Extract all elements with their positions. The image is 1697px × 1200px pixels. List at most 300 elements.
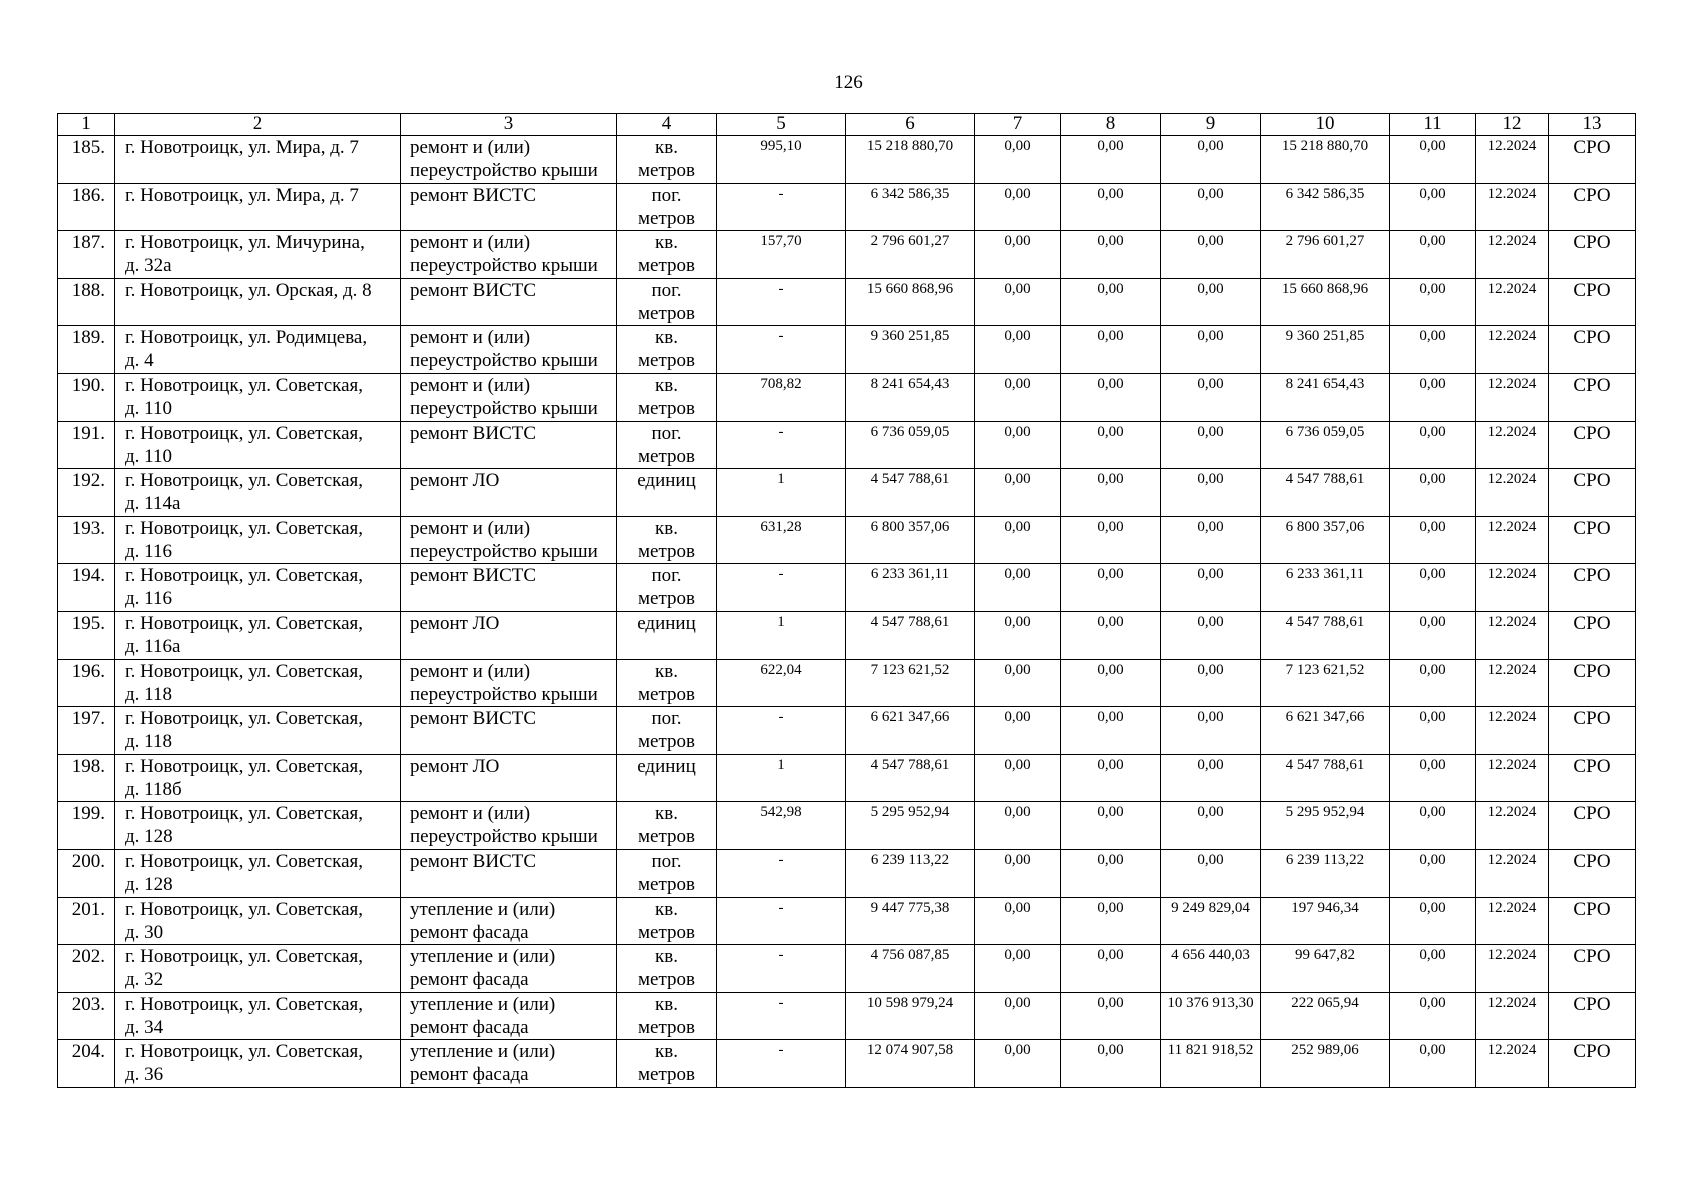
address-cell-line: д. 36 xyxy=(125,1064,164,1086)
total-cost-cell: 8 241 654,43 xyxy=(846,373,975,421)
deadline-cell: 12.2024 xyxy=(1476,373,1549,421)
col9-cell: 0,00 xyxy=(1161,659,1261,707)
total-cost-cell: 6 233 361,11 xyxy=(846,564,975,612)
work-type-cell-line: ремонт и (или) xyxy=(410,660,531,682)
address-cell-line: г. Новотроицк, ул. Советская, xyxy=(125,803,364,825)
col7-cell: 0,00 xyxy=(975,897,1061,945)
address-cell xyxy=(115,945,401,993)
unit-cell-line: метров xyxy=(638,255,695,277)
col9-cell: 0,00 xyxy=(1161,421,1261,469)
column-header-10: 10 xyxy=(1261,114,1390,136)
address-cell xyxy=(115,564,401,612)
work-type-cell-line: ремонт и (или) xyxy=(410,374,531,396)
col11-cell: 0,00 xyxy=(1390,1040,1476,1088)
col8-cell: 0,00 xyxy=(1061,469,1161,517)
table-row xyxy=(58,1040,1636,1088)
deadline-cell: 12.2024 xyxy=(1476,1040,1549,1088)
table-row xyxy=(58,754,1636,802)
volume-cell: - xyxy=(717,992,846,1040)
deadline-cell: 12.2024 xyxy=(1476,611,1549,659)
unit-cell-line: пог. xyxy=(651,279,682,301)
col7-cell: 0,00 xyxy=(975,945,1061,993)
volume-cell: 622,04 xyxy=(717,659,846,707)
unit-cell xyxy=(617,1040,717,1088)
row-number: 194. xyxy=(58,564,115,612)
volume-cell: - xyxy=(717,564,846,612)
col8-cell: 0,00 xyxy=(1061,897,1161,945)
col7-cell: 0,00 xyxy=(975,469,1061,517)
work-type-cell xyxy=(401,278,617,326)
address-cell-line: д. 118б xyxy=(125,778,182,800)
column-header-13: 13 xyxy=(1549,114,1636,136)
unit-cell xyxy=(617,564,717,612)
address-cell-line: г. Новотроицк, ул. Советская, xyxy=(125,612,364,634)
row-number: 189. xyxy=(58,326,115,374)
row-number: 200. xyxy=(58,849,115,897)
address-cell-line: д. 32а xyxy=(125,255,172,277)
total-cost-cell: 10 598 979,24 xyxy=(846,992,975,1040)
address-cell-line: д. 4 xyxy=(125,350,154,372)
address-cell-line: г. Новотроицк, ул. Мира, д. 7 xyxy=(125,137,359,158)
address-cell-line: д. 34 xyxy=(125,1016,164,1038)
table-body xyxy=(58,136,1636,1088)
col11-cell: 0,00 xyxy=(1390,897,1476,945)
col9-cell: 9 249 829,04 xyxy=(1161,897,1261,945)
table-row xyxy=(58,421,1636,469)
total-cost-cell: 15 218 880,70 xyxy=(846,136,975,184)
page-number: 126 xyxy=(834,72,863,93)
col9-cell: 0,00 xyxy=(1161,802,1261,850)
unit-cell xyxy=(617,611,717,659)
row-number: 202. xyxy=(58,945,115,993)
address-cell-line: д. 116 xyxy=(125,540,172,562)
total-cost-cell: 6 342 586,35 xyxy=(846,183,975,231)
address-cell-line: д. 32 xyxy=(125,969,164,991)
work-type-cell xyxy=(401,945,617,993)
work-type-cell-line: утепление и (или) xyxy=(410,946,556,968)
table-row xyxy=(58,802,1636,850)
total-cost-cell: 6 736 059,05 xyxy=(846,421,975,469)
organization-cell: СРО xyxy=(1549,849,1636,897)
work-type-cell xyxy=(401,849,617,897)
deadline-cell: 12.2024 xyxy=(1476,183,1549,231)
unit-cell-line: пог. xyxy=(651,708,682,730)
unit-cell-line: пог. xyxy=(651,565,682,587)
table-row xyxy=(58,278,1636,326)
col11-cell: 0,00 xyxy=(1390,992,1476,1040)
capital-repair-table xyxy=(57,113,1636,1088)
total-cost-cell: 6 621 347,66 xyxy=(846,707,975,755)
address-cell-line: д. 128 xyxy=(125,873,173,895)
work-type-cell-line: переустройство крыши xyxy=(410,683,598,705)
row-number: 187. xyxy=(58,231,115,279)
unit-cell xyxy=(617,992,717,1040)
col7-cell: 0,00 xyxy=(975,326,1061,374)
col11-cell: 0,00 xyxy=(1390,326,1476,374)
unit-cell-line: кв. xyxy=(655,993,678,1015)
col10-cell: 222 065,94 xyxy=(1261,992,1390,1040)
col11-cell: 0,00 xyxy=(1390,707,1476,755)
col11-cell: 0,00 xyxy=(1390,373,1476,421)
address-cell-line: г. Новотроицк, ул. Мичурина, xyxy=(125,232,365,254)
col7-cell: 0,00 xyxy=(975,516,1061,564)
table-row xyxy=(58,564,1636,612)
col10-cell: 4 547 788,61 xyxy=(1261,611,1390,659)
row-number: 198. xyxy=(58,754,115,802)
col10-cell: 6 233 361,11 xyxy=(1261,564,1390,612)
work-type-cell-line: ремонт и (или) xyxy=(410,517,531,539)
organization-cell: СРО xyxy=(1549,516,1636,564)
address-cell xyxy=(115,278,401,326)
address-cell-line: д. 110 xyxy=(125,397,172,419)
col9-cell: 0,00 xyxy=(1161,278,1261,326)
address-cell xyxy=(115,659,401,707)
volume-cell: - xyxy=(717,849,846,897)
work-type-cell xyxy=(401,516,617,564)
column-header-5: 5 xyxy=(717,114,846,136)
table-row xyxy=(58,516,1636,564)
deadline-cell: 12.2024 xyxy=(1476,754,1549,802)
table-row xyxy=(58,373,1636,421)
volume-cell: 1 xyxy=(717,611,846,659)
col8-cell: 0,00 xyxy=(1061,326,1161,374)
work-type-cell xyxy=(401,992,617,1040)
col9-cell: 0,00 xyxy=(1161,231,1261,279)
deadline-cell: 12.2024 xyxy=(1476,516,1549,564)
work-type-cell-line: ремонт и (или) xyxy=(410,232,531,254)
row-number: 188. xyxy=(58,278,115,326)
work-type-cell xyxy=(401,802,617,850)
col9-cell: 0,00 xyxy=(1161,564,1261,612)
col7-cell: 0,00 xyxy=(975,183,1061,231)
work-type-cell-line: ремонт ВИСТС xyxy=(410,184,537,206)
col8-cell: 0,00 xyxy=(1061,849,1161,897)
work-type-cell xyxy=(401,421,617,469)
col9-cell: 11 821 918,52 xyxy=(1161,1040,1261,1088)
col8-cell: 0,00 xyxy=(1061,278,1161,326)
row-number: 199. xyxy=(58,802,115,850)
work-type-cell xyxy=(401,469,617,517)
col10-cell: 6 621 347,66 xyxy=(1261,707,1390,755)
col11-cell: 0,00 xyxy=(1390,754,1476,802)
table-row xyxy=(58,897,1636,945)
col7-cell: 0,00 xyxy=(975,707,1061,755)
unit-cell xyxy=(617,421,717,469)
work-type-cell-line: переустройство крыши xyxy=(410,826,598,848)
col8-cell: 0,00 xyxy=(1061,231,1161,279)
column-header-6: 6 xyxy=(846,114,975,136)
unit-cell-line: метров xyxy=(638,873,695,895)
volume-cell: - xyxy=(717,183,846,231)
col11-cell: 0,00 xyxy=(1390,231,1476,279)
volume-cell: 1 xyxy=(717,754,846,802)
volume-cell: - xyxy=(717,707,846,755)
unit-cell-line: метров xyxy=(638,397,695,419)
unit-cell xyxy=(617,326,717,374)
deadline-cell: 12.2024 xyxy=(1476,278,1549,326)
col7-cell: 0,00 xyxy=(975,421,1061,469)
table-row xyxy=(58,231,1636,279)
volume-cell: - xyxy=(717,1040,846,1088)
organization-cell: СРО xyxy=(1549,754,1636,802)
row-number: 193. xyxy=(58,516,115,564)
table-row xyxy=(58,849,1636,897)
volume-cell: 631,28 xyxy=(717,516,846,564)
col7-cell: 0,00 xyxy=(975,754,1061,802)
volume-cell: - xyxy=(717,945,846,993)
work-type-cell-line: ремонт ЛО xyxy=(410,470,500,492)
work-type-cell-line: переустройство крыши xyxy=(410,255,598,277)
col10-cell: 2 796 601,27 xyxy=(1261,231,1390,279)
address-cell-line: г. Новотроицк, ул. Советская, xyxy=(125,660,364,682)
unit-cell xyxy=(617,849,717,897)
work-type-cell-line: переустройство крыши xyxy=(410,350,598,372)
unit-cell-line: кв. xyxy=(655,803,678,825)
col8-cell: 0,00 xyxy=(1061,373,1161,421)
address-cell xyxy=(115,421,401,469)
unit-cell xyxy=(617,469,717,517)
address-cell-line: д. 114а xyxy=(125,493,181,515)
column-header-3: 3 xyxy=(401,114,617,136)
address-cell-line: г. Новотроицк, ул. Советская, xyxy=(125,422,364,444)
address-cell-line: г. Новотроицк, ул. Советская, xyxy=(125,898,364,920)
work-type-cell-line: утепление и (или) xyxy=(410,898,556,920)
col8-cell: 0,00 xyxy=(1061,611,1161,659)
col7-cell: 0,00 xyxy=(975,849,1061,897)
col8-cell: 0,00 xyxy=(1061,421,1161,469)
address-cell-line: г. Новотроицк, ул. Мира, д. 7 xyxy=(125,184,359,206)
col10-cell: 99 647,82 xyxy=(1261,945,1390,993)
unit-cell-line: кв. xyxy=(655,898,678,920)
col9-cell: 10 376 913,30 xyxy=(1161,992,1261,1040)
col9-cell: 0,00 xyxy=(1161,707,1261,755)
volume-cell: - xyxy=(717,421,846,469)
unit-cell-line: метров xyxy=(638,1016,695,1038)
work-type-cell-line: ремонт ЛО xyxy=(410,755,500,777)
organization-cell: СРО xyxy=(1549,802,1636,850)
volume-cell: - xyxy=(717,278,846,326)
unit-cell-line: метров xyxy=(638,969,695,991)
total-cost-cell: 4 547 788,61 xyxy=(846,611,975,659)
row-number: 191. xyxy=(58,421,115,469)
work-type-cell-line: ремонт и (или) xyxy=(410,803,531,825)
work-type-cell xyxy=(401,707,617,755)
col8-cell: 0,00 xyxy=(1061,992,1161,1040)
col7-cell: 0,00 xyxy=(975,373,1061,421)
row-number: 190. xyxy=(58,373,115,421)
deadline-cell: 12.2024 xyxy=(1476,707,1549,755)
address-cell-line: д. 116а xyxy=(125,635,181,657)
total-cost-cell: 6 239 113,22 xyxy=(846,849,975,897)
col10-cell: 6 800 357,06 xyxy=(1261,516,1390,564)
deadline-cell: 12.2024 xyxy=(1476,802,1549,850)
col8-cell: 0,00 xyxy=(1061,136,1161,184)
unit-cell-line: метров xyxy=(638,207,695,229)
unit-cell xyxy=(617,945,717,993)
col9-cell: 0,00 xyxy=(1161,849,1261,897)
work-type-cell-line: ремонт ВИСТС xyxy=(410,708,537,730)
address-cell-line: г. Новотроицк, ул. Советская, xyxy=(125,993,364,1015)
address-cell xyxy=(115,754,401,802)
deadline-cell: 12.2024 xyxy=(1476,421,1549,469)
address-cell-line: г. Новотроицк, ул. Советская, xyxy=(125,1041,364,1063)
address-cell xyxy=(115,849,401,897)
organization-cell: СРО xyxy=(1549,469,1636,517)
deadline-cell: 12.2024 xyxy=(1476,564,1549,612)
total-cost-cell: 4 547 788,61 xyxy=(846,754,975,802)
row-number: 192. xyxy=(58,469,115,517)
column-header-12: 12 xyxy=(1476,114,1549,136)
col10-cell: 252 989,06 xyxy=(1261,1040,1390,1088)
table-row xyxy=(58,945,1636,993)
unit-cell-line: метров xyxy=(638,160,695,181)
row-number: 195. xyxy=(58,611,115,659)
organization-cell: СРО xyxy=(1549,136,1636,184)
row-number: 196. xyxy=(58,659,115,707)
unit-cell-line: метров xyxy=(638,1064,695,1086)
unit-cell-line: метров xyxy=(638,731,695,753)
unit-cell-line: метров xyxy=(638,921,695,943)
unit-cell xyxy=(617,754,717,802)
volume-cell: 995,10 xyxy=(717,136,846,184)
column-number-header-row xyxy=(58,114,1636,136)
unit-cell-line: единиц xyxy=(637,755,696,777)
col8-cell: 0,00 xyxy=(1061,707,1161,755)
unit-cell-line: кв. xyxy=(655,1041,678,1063)
table-row xyxy=(58,707,1636,755)
work-type-cell-line: переустройство крыши xyxy=(410,160,598,181)
address-cell-line: г. Новотроицк, ул. Родимцева, xyxy=(125,327,368,349)
address-cell-line: г. Новотроицк, ул. Орская, д. 8 xyxy=(125,279,372,301)
col11-cell: 0,00 xyxy=(1390,564,1476,612)
col11-cell: 0,00 xyxy=(1390,421,1476,469)
volume-cell: - xyxy=(717,326,846,374)
unit-cell-line: пог. xyxy=(651,850,682,872)
col9-cell: 0,00 xyxy=(1161,754,1261,802)
unit-cell-line: кв. xyxy=(655,374,678,396)
col11-cell: 0,00 xyxy=(1390,611,1476,659)
address-cell-line: г. Новотроицк, ул. Советская, xyxy=(125,708,364,730)
total-cost-cell: 7 123 621,52 xyxy=(846,659,975,707)
table-row xyxy=(58,326,1636,374)
unit-cell xyxy=(617,516,717,564)
col10-cell: 4 547 788,61 xyxy=(1261,754,1390,802)
deadline-cell: 12.2024 xyxy=(1476,326,1549,374)
column-header-2: 2 xyxy=(115,114,401,136)
col7-cell: 0,00 xyxy=(975,231,1061,279)
col8-cell: 0,00 xyxy=(1061,564,1161,612)
unit-cell-line: метров xyxy=(638,683,695,705)
address-cell xyxy=(115,469,401,517)
work-type-cell xyxy=(401,897,617,945)
address-cell xyxy=(115,802,401,850)
table-row xyxy=(58,136,1636,184)
unit-cell-line: метров xyxy=(638,540,695,562)
col8-cell: 0,00 xyxy=(1061,659,1161,707)
work-type-cell-line: утепление и (или) xyxy=(410,993,556,1015)
address-cell xyxy=(115,516,401,564)
organization-cell: СРО xyxy=(1549,611,1636,659)
unit-cell-line: кв. xyxy=(655,946,678,968)
work-type-cell-line: ремонт ВИСТС xyxy=(410,422,537,444)
col7-cell: 0,00 xyxy=(975,659,1061,707)
organization-cell: СРО xyxy=(1549,278,1636,326)
volume-cell: - xyxy=(717,897,846,945)
col8-cell: 0,00 xyxy=(1061,945,1161,993)
address-cell-line: г. Новотроицк, ул. Советская, xyxy=(125,755,364,777)
col9-cell: 0,00 xyxy=(1161,373,1261,421)
address-cell-line: д. 118 xyxy=(125,731,172,753)
organization-cell: СРО xyxy=(1549,659,1636,707)
work-type-cell-line: ремонт фасада xyxy=(410,1016,529,1038)
address-cell xyxy=(115,326,401,374)
work-type-cell-line: переустройство крыши xyxy=(410,540,598,562)
work-type-cell-line: ремонт и (или) xyxy=(410,327,531,349)
deadline-cell: 12.2024 xyxy=(1476,849,1549,897)
work-type-cell-line: ремонт фасада xyxy=(410,969,529,991)
total-cost-cell: 5 295 952,94 xyxy=(846,802,975,850)
col8-cell: 0,00 xyxy=(1061,183,1161,231)
col8-cell: 0,00 xyxy=(1061,802,1161,850)
address-cell xyxy=(115,611,401,659)
work-type-cell xyxy=(401,611,617,659)
unit-cell xyxy=(617,659,717,707)
deadline-cell: 12.2024 xyxy=(1476,469,1549,517)
address-cell-line: г. Новотроицк, ул. Советская, xyxy=(125,470,364,492)
work-type-cell xyxy=(401,136,617,184)
address-cell-line: г. Новотроицк, ул. Советская, xyxy=(125,565,364,587)
work-type-cell-line: ремонт фасада xyxy=(410,921,529,943)
total-cost-cell: 6 800 357,06 xyxy=(846,516,975,564)
col7-cell: 0,00 xyxy=(975,1040,1061,1088)
total-cost-cell: 4 756 087,85 xyxy=(846,945,975,993)
col7-cell: 0,00 xyxy=(975,611,1061,659)
address-cell-line: д. 116 xyxy=(125,588,172,610)
address-cell xyxy=(115,231,401,279)
col9-cell: 4 656 440,03 xyxy=(1161,945,1261,993)
unit-cell-line: метров xyxy=(638,302,695,324)
unit-cell xyxy=(617,802,717,850)
col11-cell: 0,00 xyxy=(1390,945,1476,993)
col11-cell: 0,00 xyxy=(1390,183,1476,231)
col11-cell: 0,00 xyxy=(1390,516,1476,564)
organization-cell: СРО xyxy=(1549,373,1636,421)
unit-cell-line: единиц xyxy=(637,612,696,634)
table-row xyxy=(58,611,1636,659)
unit-cell-line: пог. xyxy=(651,422,682,444)
col8-cell: 0,00 xyxy=(1061,754,1161,802)
total-cost-cell: 12 074 907,58 xyxy=(846,1040,975,1088)
col9-cell: 0,00 xyxy=(1161,326,1261,374)
address-cell xyxy=(115,183,401,231)
col7-cell: 0,00 xyxy=(975,802,1061,850)
unit-cell xyxy=(617,707,717,755)
deadline-cell: 12.2024 xyxy=(1476,945,1549,993)
col11-cell: 0,00 xyxy=(1390,469,1476,517)
unit-cell-line: кв. xyxy=(655,232,678,254)
unit-cell-line: пог. xyxy=(651,184,682,206)
col9-cell: 0,00 xyxy=(1161,469,1261,517)
address-cell xyxy=(115,373,401,421)
total-cost-cell: 15 660 868,96 xyxy=(846,278,975,326)
work-type-cell xyxy=(401,1040,617,1088)
total-cost-cell: 9 447 775,38 xyxy=(846,897,975,945)
address-cell-line: д. 118 xyxy=(125,683,172,705)
work-type-cell-line: ремонт ВИСТС xyxy=(410,279,537,301)
col10-cell: 197 946,34 xyxy=(1261,897,1390,945)
col10-cell: 15 660 868,96 xyxy=(1261,278,1390,326)
work-type-cell-line: ремонт ЛО xyxy=(410,612,500,634)
